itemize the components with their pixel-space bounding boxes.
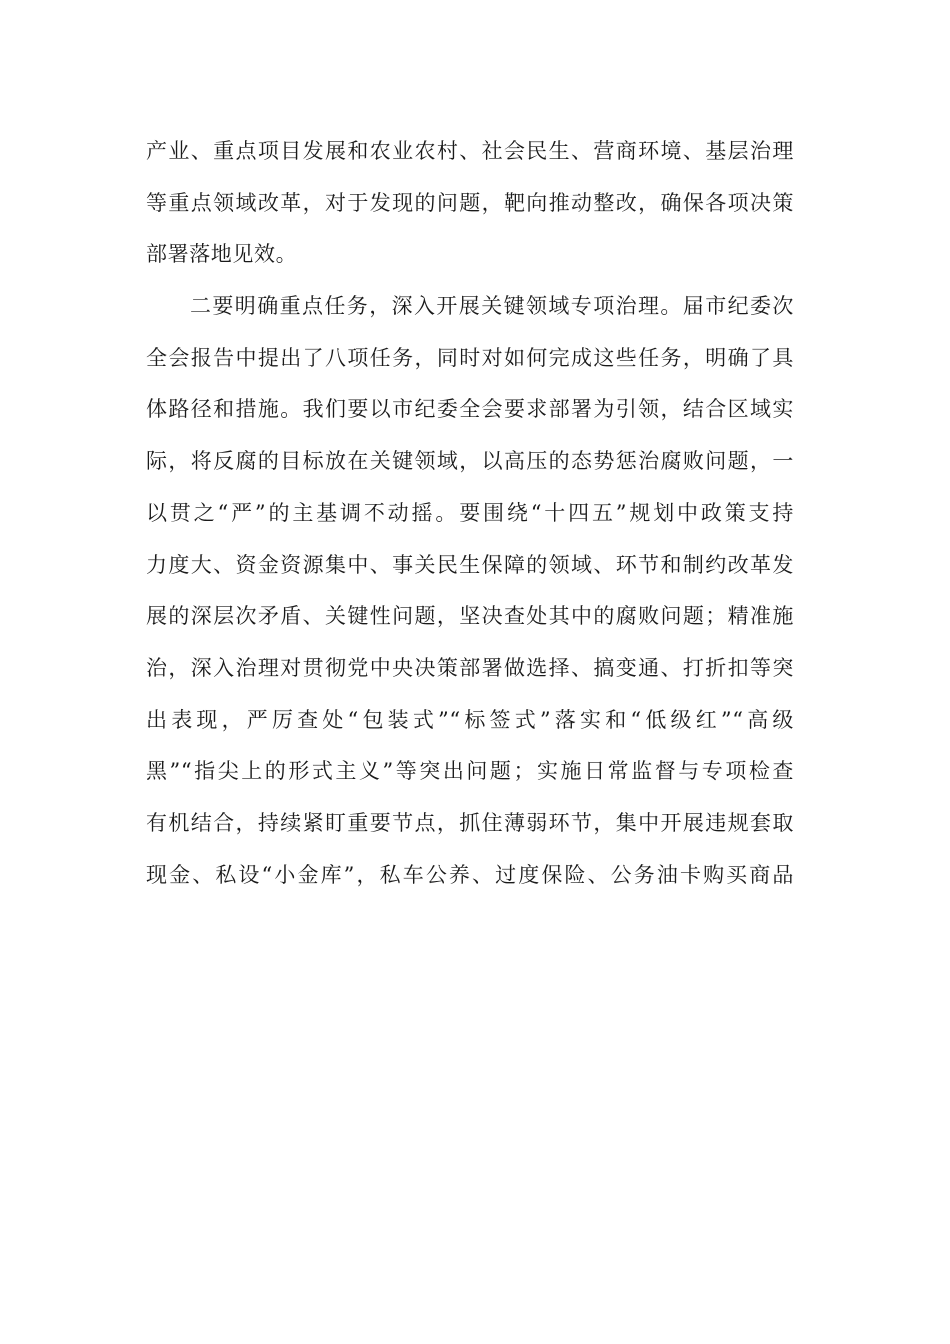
text-line: 出表现，严厉查处“包装式”“标签式”落实和“低级红”“高级 (146, 707, 794, 732)
text-line: 现金、私设“小金库”，私车公养、过度保险、公务油卡购买商品 (146, 862, 794, 887)
text-line: 际，将反腐的目标放在关键领域，以高压的态势惩治腐败问题，一 (146, 449, 794, 474)
text-line: 以贯之“严”的主基调不动摇。要围绕“十四五”规划中政策支持 (146, 500, 794, 525)
text-line: 黑”“指尖上的形式主义”等突出问题；实施日常监督与专项检查 (146, 759, 794, 784)
text-line: 有机结合，持续紧盯重要节点，抓住薄弱环节，集中开展违规套取 (146, 810, 794, 835)
text-line: 体路径和措施。我们要以市纪委全会要求部署为引领，结合区域实 (146, 397, 794, 422)
text-line: 展的深层次矛盾、关键性问题，坚决查处其中的腐败问题；精准施 (146, 604, 794, 629)
text-line: 全会报告中提出了八项任务，同时对如何完成这些任务，明确了具 (146, 345, 794, 370)
body-text (146, 126, 794, 901)
text-line: 力度大、资金资源集中、事关民生保障的领域、环节和制约改革发 (146, 552, 794, 577)
text-line: 等重点领域改革，对于发现的问题，靶向推动整改，确保各项决策 (146, 190, 794, 215)
text-line: 治，深入治理对贯彻党中央决策部署做选择、搞变通、打折扣等突 (146, 655, 794, 680)
text-line: 产业、重点项目发展和农业农村、社会民生、营商环境、基层治理 (146, 139, 794, 163)
text-line: 部署落地见效。 (146, 242, 298, 267)
paragraph-first-line: 二要明确重点任务，深入开展关键领域专项治理。届市纪委次 (190, 294, 794, 319)
